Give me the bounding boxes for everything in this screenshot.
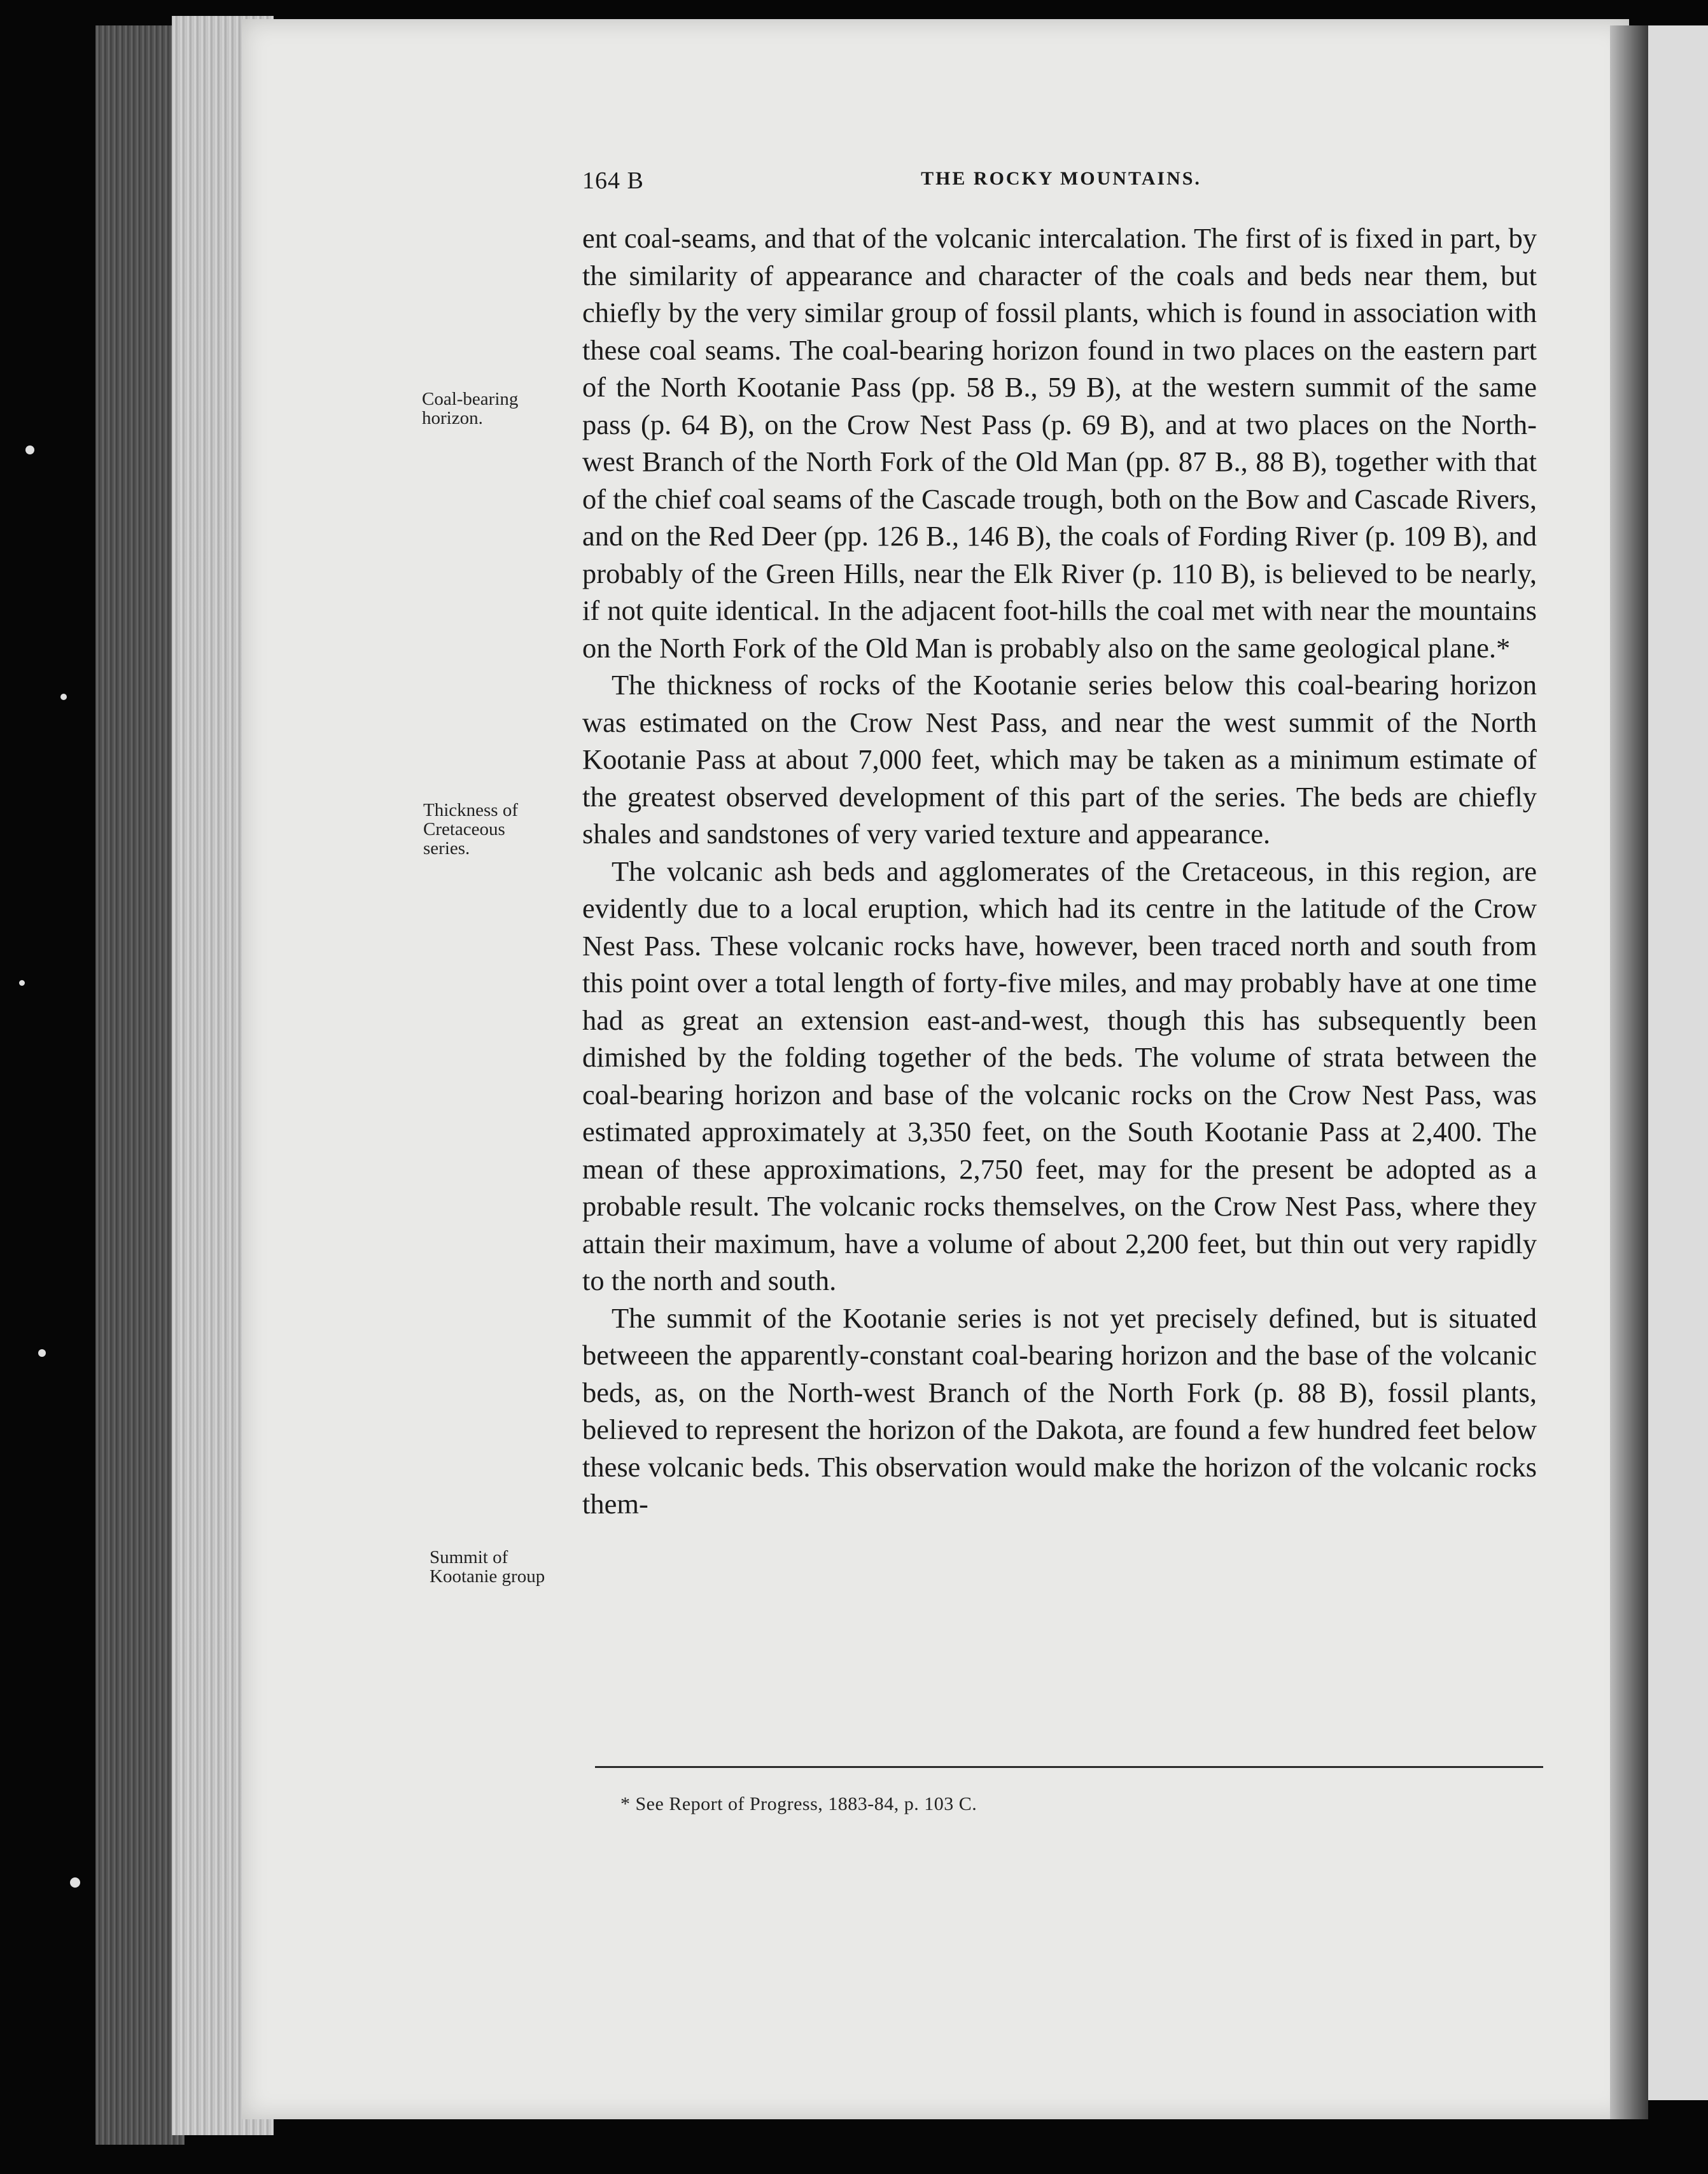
scan-speck <box>19 980 25 986</box>
body-text <box>582 220 1537 1523</box>
page-number: 164 B <box>582 167 644 194</box>
scan-speck <box>25 445 34 454</box>
sidenote-line: Summit of <box>430 1547 508 1567</box>
sidenote-summit <box>430 1548 545 1586</box>
scan-speck <box>38 1349 46 1357</box>
paragraph-summit: The summit of the Kootanie series is not yet precisely defined, but is situated betweeen the apparently-constant coal-bearing horizon and the base of the volcanic beds, as, on the North-west Branch of the North Fork (p. 88 B), fossil plants, believed to represent the horizon of the Dakota, are found a few hundred feet below these volcanic beds. This observation would make the horizon of the volcanic rocks them- <box>582 1301 1537 1520</box>
sidenote-line: horizon. <box>422 408 483 428</box>
paragraph-volcanic: The volcanic ash beds and agglomerates of the Cretaceous, in this region, are evidently due to a local eruption, which had its centre in the latitude of the Crow Nest Pass. These volcanic rocks have, however, been traced north and south from this point over a total length of forty-five miles, and may probably have at one time had as great an extension east-and-west, though this has subsequently been dimished by the folding together of the beds. The volume of strata between the coal-bearing horizon and base of the volcanic rocks on the Crow Nest Pass, was estimated approximately at 3,350 feet, on the South Kootanie Pass at 2,400. The mean of these approximations, 2,750 feet, may for the present be adopted as a probable result. The volcanic rocks themselves, on the Crow Nest Pass, where they attain their maximum, have a volume of about 2,200 feet, but thin out very rapidly to the north and south. <box>582 855 1537 1296</box>
sidenote-line: Cretaceous <box>423 819 505 839</box>
running-head: THE ROCKY MOUNTAINS. <box>921 168 1201 189</box>
sidenote-thickness <box>423 801 518 858</box>
footnote: * See Report of Progress, 1883-84, p. 103 C. <box>620 1793 977 1814</box>
paragraph-continued: ent coal-seams, and that of the volcanic intercalation. The first of is fixed in part, by the similarity of appearance and character of the coals and beds near them, but chiefly by the very similar group of fossil plants, which is found in association with these coal seams. The coal-bearing horizon found in two places on the eastern part of the North Kootanie Pass (pp. 58 B., 59 B), at the western summit of the same pass (p. 64 B), on the Crow Nest Pass (p. 69 B), and at two places on the North-west Branch of the North Fork of the Old Man (pp. 87 B., 88 B), together with that of the chief coal seams of the Cascade trough, both on the Bow and Cascade Rivers, and on the Red Deer (pp. 126 B., 146 B), the coals of Fording River (p. 109 B), and probably of the Green Hills, near the Elk River (p. 110 B), is believed to be nearly, if not quite identical. In the adjacent foot-hills the coal met with near the mountains on the North Fork of the Old Man is probably also on the same geological plane.* <box>582 222 1537 664</box>
scan-speck <box>60 694 67 700</box>
sidenote-line: Thickness of <box>423 800 518 820</box>
sidenote-coal-bearing <box>422 389 518 428</box>
sidenote-line: Coal-bearing <box>422 389 519 409</box>
page-gutter-shadow <box>1610 25 1648 2119</box>
footnote-rule <box>595 1766 1543 1768</box>
page-header <box>582 167 1540 199</box>
sidenote-line: Kootanie group <box>430 1566 545 1587</box>
book-spine-edge <box>95 25 185 2145</box>
scan-speck <box>70 1877 80 1888</box>
paragraph-thickness: The thickness of rocks of the Kootanie series below this coal-bearing horizon was estimated on the Crow Nest Pass, and near the west summit of the North Kootanie Pass at about 7,000 feet, which may be taken as a minimum estimate of the greatest observed development of this part of the series. The beds are chiefly shales and sandstones of very varied texture and appearance. <box>582 669 1537 850</box>
sidenote-line: series. <box>423 838 470 859</box>
